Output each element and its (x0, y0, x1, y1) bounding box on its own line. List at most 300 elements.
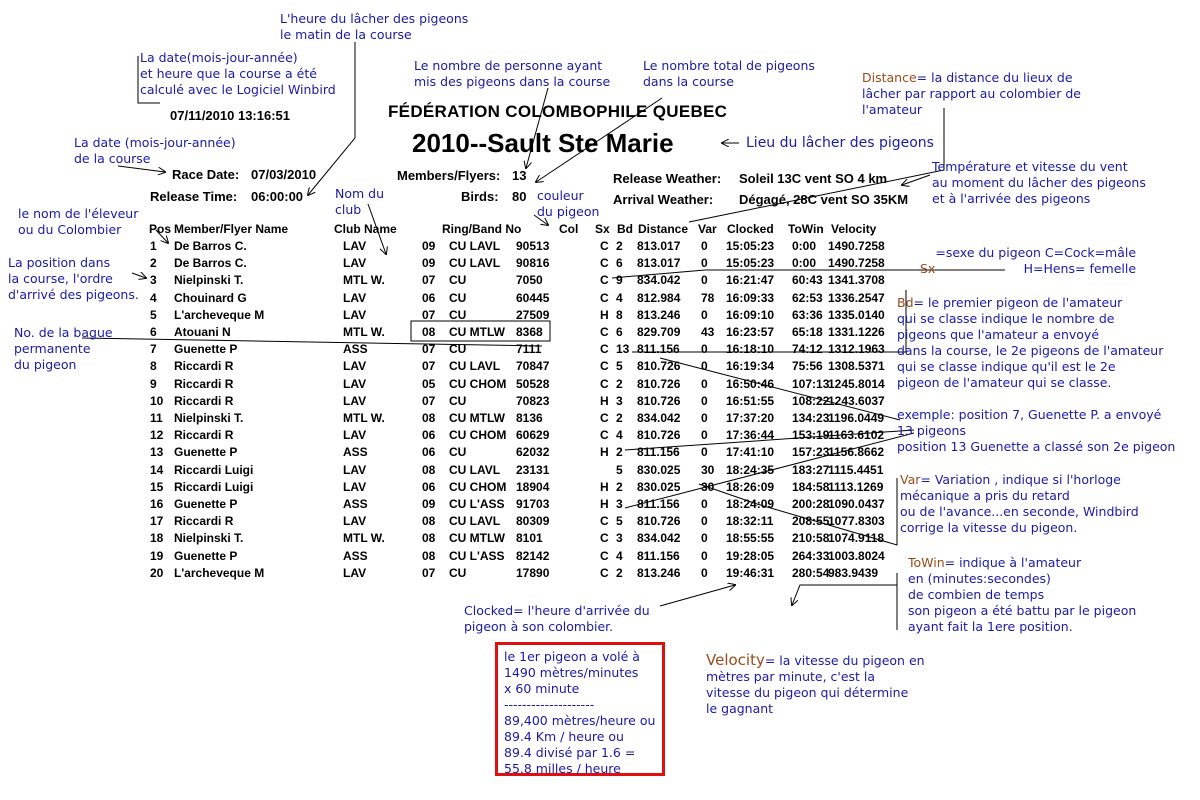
row-pos: 6 (150, 325, 157, 339)
row-sx: H (600, 307, 609, 322)
line-var (699, 484, 757, 504)
row-towin: 74:12 (792, 342, 823, 357)
row-clocked: 18:24:09 (726, 497, 775, 511)
row-towin: 62:53 (792, 290, 823, 305)
row-band-no: 8101 (516, 531, 543, 546)
row-club: ASS (343, 548, 368, 563)
row-bd: 5 (616, 514, 623, 529)
row-bd: 6 (616, 256, 623, 271)
row-distance: 811.156 (637, 445, 680, 460)
note-position: La position dans la course, l'ordre d'arrivé des pigeons. (8, 255, 139, 302)
row-distance: 829.709 (637, 325, 681, 339)
note-breeder: le nom de l'éleveur ou du Colombier (18, 206, 139, 237)
row-ring: CU MTLW (449, 325, 505, 339)
row-club: ASS (343, 445, 368, 460)
row-year: 08 (422, 325, 436, 339)
line-bd (632, 290, 906, 352)
row-band-no: 70823 (516, 393, 550, 408)
row-club: MTL W. (343, 273, 385, 288)
row-clocked: 16:18:10 (726, 342, 775, 357)
row-bd: 2 (616, 411, 623, 425)
row-ring: CU LAVL (449, 514, 501, 529)
row-clocked: 16:09:10 (726, 307, 775, 322)
row-pos: 16 (150, 497, 164, 511)
note-sx (920, 245, 1136, 277)
kw-var: Var (900, 472, 921, 487)
note-bd (897, 295, 1163, 391)
row-var: 0 (701, 428, 708, 443)
row-clocked: 18:24:35 (726, 462, 775, 477)
row-ring: CU (449, 393, 467, 408)
row-clocked: 18:32:11 (726, 514, 774, 529)
members-label: Members/Flyers: (397, 168, 501, 183)
row-velocity: 1341.3708 (828, 273, 885, 288)
row-towin: 200:28 (792, 497, 830, 511)
row-band-no: 90513 (516, 239, 550, 253)
row-name: Guenette P (174, 342, 238, 357)
row-var: 0 (701, 376, 708, 391)
row-sx: C (600, 411, 609, 425)
row-band-no: 82142 (516, 548, 550, 563)
col-clocked: Clocked (727, 222, 774, 236)
row-ring: CU LAVL (449, 462, 501, 477)
arrival-weather-value: Dégagé, 28C vent SO 35KM (739, 192, 909, 207)
row-ring: CU CHOM (449, 376, 507, 391)
row-ring: CU (449, 307, 467, 322)
row-pos: 20 (150, 565, 164, 580)
row-pos: 13 (150, 445, 164, 460)
line-example (625, 430, 914, 450)
row-club: ASS (343, 342, 368, 357)
row-bd: 5 (616, 359, 623, 374)
row-band-no: 8136 (516, 411, 543, 425)
row-band-no: 62032 (516, 445, 550, 460)
arrow-towin (792, 585, 897, 605)
row-name: L'archeveque M (174, 565, 265, 580)
row-bd: 3 (616, 497, 623, 511)
row-year: 06 (422, 290, 436, 305)
row-bd: 8 (616, 307, 623, 322)
release-weather-label: Release Weather: (613, 171, 722, 186)
row-towin: 0:00 (792, 239, 817, 253)
row-towin: 0:00 (792, 256, 817, 271)
race-date-value: 07/03/2010 (251, 167, 317, 182)
arrow-birds (536, 98, 662, 182)
row-pos: 12 (150, 428, 164, 443)
birds-label: Birds: (461, 189, 499, 204)
row-distance: 811.156 (637, 497, 680, 511)
row-band-no: 17890 (516, 565, 550, 580)
row-band-no: 27509 (516, 307, 550, 322)
row-ring: CU (449, 445, 467, 460)
row-club: LAV (343, 462, 367, 477)
arrow-distance (689, 108, 944, 222)
row-bd: 9 (616, 273, 623, 288)
note-distance-text: = la distance du lieux de lâcher par rapport au colombier de l'amateur (862, 70, 1081, 117)
row-ring: CU L'ASS (449, 548, 505, 563)
row-band-no: 80309 (516, 514, 550, 529)
kw-towin: ToWin (908, 555, 945, 570)
row-clocked: 16:23:57 (726, 325, 775, 339)
row-band-no: 70847 (516, 359, 550, 374)
note-calc-date: La date(mois-jour-année) et heure que la course a été calculé avec le Logiciel Winbird (140, 50, 336, 97)
row-club: LAV (343, 565, 367, 580)
velocity-calc-box (495, 642, 665, 776)
row-distance: 830.025 (637, 479, 681, 494)
row-club: LAV (343, 256, 367, 271)
row-band-no: 60629 (516, 428, 550, 443)
row-velocity: 1335.0140 (828, 307, 885, 322)
row-velocity: 1245.8014 (828, 376, 885, 391)
release-time-value: 06:00:00 (251, 189, 304, 204)
row-band-no: 60445 (516, 290, 550, 305)
row-velocity: 1490.7258 (828, 239, 885, 253)
row-name: Chouinard G (174, 290, 247, 305)
row-band-no: 90816 (516, 256, 550, 271)
row-velocity: 1336.2547 (828, 290, 885, 305)
row-distance: 813.246 (637, 307, 681, 322)
row-name: De Barros C. (174, 239, 247, 253)
col-col: Col (559, 222, 579, 236)
row-velocity: 983.9439 (828, 565, 879, 580)
row-distance: 813.246 (637, 565, 681, 580)
row-var: 0 (701, 548, 708, 563)
row-velocity: 1113.1269 (828, 479, 884, 494)
row-distance: 811.156 (637, 342, 680, 357)
row-name: Riccardi Luigi (174, 462, 254, 477)
row-club: LAV (343, 428, 367, 443)
row-distance: 810.726 (637, 393, 681, 408)
row-velocity: 1074.9118 (828, 531, 885, 546)
arrow-breeder (156, 230, 168, 243)
row-year: 08 (422, 411, 436, 425)
row-year: 08 (422, 514, 436, 529)
row-club: LAV (343, 290, 367, 305)
row-distance: 811.156 (637, 548, 680, 563)
row-pos: 1 (150, 239, 157, 253)
birds-value: 80 (512, 189, 527, 204)
row-band-no: 7050 (516, 273, 543, 288)
row-clocked: 16:19:34 (726, 359, 775, 374)
row-name: L'archeveque M (174, 307, 265, 322)
row-bd: 13 (616, 342, 630, 357)
note-bd-text: = le premier pigeon de l'amateur qui se classe indique le nombre de pigeons que l'amateur a envoyé dans la course, le 2e pigeons de l'amateur qui se classe indique qu'il est le 2e pigeon de l'amateur qui se classe. (897, 295, 1164, 390)
row-var: 43 (701, 325, 715, 339)
note-distance (862, 70, 1081, 118)
row-sx: H (600, 497, 609, 511)
row-clocked: 18:55:55 (726, 531, 775, 546)
row-club: LAV (343, 393, 367, 408)
row-towin: 184:58 (792, 479, 830, 494)
row-towin: 75:56 (792, 359, 823, 374)
row-pos: 2 (150, 256, 157, 271)
row-club: LAV (343, 376, 367, 391)
row-ring: CU LAVL (449, 359, 501, 374)
computed-datetime: 07/11/2010 13:16:51 (170, 108, 290, 123)
row-towin: 60:43 (792, 273, 823, 288)
note-color: couleur du pigeon (537, 188, 600, 219)
note-ring: No. de la bague permanente du pigeon (14, 325, 113, 372)
row-clocked: 19:28:05 (726, 548, 775, 563)
row-distance: 834.042 (637, 411, 681, 425)
row-ring: CU (449, 565, 467, 580)
row-ring: CU CHOM (449, 479, 507, 494)
row-clocked: 17:37:20 (726, 411, 775, 425)
note-clocked: Clocked= l'heure d'arrivée du pigeon à son colombier. (464, 603, 650, 634)
row-club: MTL W. (343, 531, 385, 546)
row-sx: C (600, 256, 609, 271)
row-sx: C (600, 531, 609, 546)
kw-bd: Bd (897, 295, 914, 310)
row-year: 09 (422, 497, 436, 511)
line-bd-2 (660, 358, 900, 420)
row-distance: 834.042 (637, 531, 681, 546)
row-sx: C (600, 359, 609, 374)
col-var: Var (698, 222, 717, 236)
row-pos: 5 (150, 307, 157, 322)
row-bd: 3 (616, 531, 623, 546)
col-distance: Distance (638, 222, 689, 236)
row-band-no: 23131 (516, 462, 550, 477)
row-towin: 65:18 (792, 325, 823, 339)
row-var: 0 (701, 531, 708, 546)
row-towin: 280:54 (792, 565, 830, 580)
row-clocked: 19:46:31 (726, 565, 775, 580)
row-ring: CU L'ASS (449, 497, 505, 511)
row-var: 0 (701, 445, 708, 460)
row-velocity: 1003.8024 (828, 548, 885, 563)
row-bd: 2 (616, 445, 623, 460)
row-distance: 830.025 (637, 462, 681, 477)
row-clocked: 15:05:23 (726, 256, 775, 271)
note-towin-text: = indique à l'amateur en (minutes:secondes) de combien de temps son pigeon a été battu par le pigeon ayant fait la 1ere position. (908, 555, 1137, 634)
row-club: LAV (343, 479, 367, 494)
row-band-no: 18904 (516, 479, 550, 494)
row-pos: 19 (150, 548, 164, 563)
row-club: MTL W. (343, 325, 385, 339)
row-pos: 18 (150, 531, 164, 546)
race-title: 2010--Sault Ste Marie (412, 128, 674, 158)
row-distance: 810.726 (637, 359, 681, 374)
row-sx: C (600, 428, 609, 443)
row-year: 05 (422, 376, 436, 391)
row-towin: 264:33 (792, 548, 830, 563)
row-name: Guenette P (174, 548, 238, 563)
velocity-calc-text: le 1er pigeon a volé à 1490 mètres/minutes x 60 minute -------------------- 89,400 mètres/heure ou 89.4 Km / heure ou 89.4 divisé par 1.6 = 55.8 milles / heure (504, 649, 656, 776)
row-name: Guenette P (174, 445, 238, 460)
row-clocked: 15:05:23 (726, 239, 775, 253)
race-date-label: Race Date: (172, 167, 240, 182)
members-value: 13 (512, 168, 527, 183)
note-race-date: La date (mois-jour-année) de la course (74, 135, 236, 166)
arrow-flyers (526, 88, 548, 168)
col-towin: ToWin (788, 222, 824, 236)
row-bd: 6 (616, 325, 623, 339)
row-bd: 4 (616, 428, 623, 443)
note-release-hour: L'heure du lâcher des pigeons le matin de la course (280, 11, 469, 42)
row-var: 30 (701, 479, 715, 494)
row-var: 0 (701, 273, 708, 288)
row-ring: CU LAVL (449, 239, 501, 253)
row-clocked: 18:26:09 (726, 479, 775, 494)
row-var: 0 (701, 256, 708, 271)
row-pos: 11 (150, 411, 163, 425)
arrow-clocked (660, 585, 735, 606)
row-towin: 210:58 (792, 531, 830, 546)
row-year: 09 (422, 256, 436, 271)
row-sx: C (600, 514, 609, 529)
note-var (900, 472, 1139, 536)
row-pos: 9 (150, 376, 157, 391)
row-year: 08 (422, 548, 436, 563)
row-sx: C (600, 548, 609, 563)
row-distance: 834.042 (637, 273, 681, 288)
row-clocked: 17:41:10 (726, 445, 775, 460)
row-distance: 813.017 (637, 256, 681, 271)
row-sx: H (600, 479, 609, 494)
row-bd: 5 (616, 462, 623, 477)
row-clocked: 16:51:55 (726, 393, 775, 408)
row-sx: H (600, 445, 609, 460)
row-band-no: 91703 (516, 497, 550, 511)
row-pos: 14 (150, 462, 164, 477)
row-bd: 4 (616, 290, 623, 305)
row-var: 0 (701, 342, 708, 357)
note-velocity (706, 652, 925, 717)
arrow-weather (902, 175, 930, 185)
row-distance: 812.984 (637, 290, 681, 305)
row-pos: 7 (150, 342, 157, 357)
row-ring: CU MTLW (449, 411, 505, 425)
col-club: Club Name (334, 222, 397, 236)
row-var: 0 (701, 411, 708, 425)
row-velocity: 1156.8662 (828, 445, 885, 460)
row-pos: 4 (150, 290, 157, 305)
row-sx: C (600, 565, 609, 580)
row-year: 06 (422, 479, 436, 494)
row-name: Riccardi R (174, 359, 234, 374)
line-ring (82, 338, 542, 346)
row-velocity: 1243.6037 (828, 393, 885, 408)
row-ring: CU (449, 290, 467, 305)
row-clocked: 16:50:46 (726, 376, 775, 391)
col-ring: Ring/Band No (442, 222, 522, 236)
row-sx: C (600, 325, 609, 339)
row-year: 07 (422, 307, 436, 322)
row-bd: 2 (616, 376, 623, 391)
row-pos: 15 (150, 479, 164, 494)
kw-sx: Sx (920, 261, 936, 276)
row-year: 09 (422, 239, 436, 253)
row-band-no: 8368 (516, 325, 543, 339)
row-name: Riccardi R (174, 514, 234, 529)
row-name: Nielpinski T. (174, 531, 244, 546)
row-var: 0 (701, 514, 708, 529)
row-clocked: 16:09:33 (726, 290, 775, 305)
row-name: Riccardi Luigi (174, 479, 254, 494)
row-clocked: 17:36:44 (726, 428, 775, 443)
row-towin: 157:23 (792, 445, 830, 460)
row-band-no: 7111 (516, 342, 542, 357)
note-velocity-text: = la vitesse du pigeon en mètres par minute, c'est la vitesse du pigeon qui détermine le gagnant (706, 653, 925, 716)
row-towin: 208:55 (792, 514, 830, 529)
row-var: 78 (701, 290, 715, 305)
row-ring: CU LAVL (449, 256, 501, 271)
row-club: LAV (343, 359, 367, 374)
note-towin (908, 555, 1136, 635)
row-bd: 2 (616, 239, 623, 253)
line-example-2 (625, 433, 914, 508)
row-name: Riccardi R (174, 393, 234, 408)
row-year: 07 (422, 273, 436, 288)
federation-name: FÉDÉRATION COLOMBOPHILE QUEBEC (388, 102, 728, 121)
row-towin: 134:23 (792, 411, 830, 425)
row-clocked: 16:21:47 (726, 273, 775, 288)
row-ring: CU (449, 342, 467, 357)
row-year: 06 (422, 445, 436, 460)
row-year: 07 (422, 393, 436, 408)
row-bd: 3 (616, 393, 623, 408)
row-name: De Barros C. (174, 256, 247, 271)
row-velocity: 1077.8303 (828, 514, 885, 529)
row-pos: 17 (150, 514, 164, 529)
row-year: 07 (422, 359, 436, 374)
row-bd: 2 (616, 479, 623, 494)
row-sx: C (600, 342, 609, 357)
row-club: LAV (343, 239, 367, 253)
row-towin: 63:36 (792, 307, 823, 322)
row-club: LAV (343, 514, 367, 529)
row-band-no: 50528 (516, 376, 550, 391)
row-velocity: 1196.0449 (828, 411, 885, 425)
row-towin: 183:27 (792, 462, 830, 477)
note-sx-text: =sexe du pigeon C=Cock=mâle H=Hens= femelle (935, 245, 1137, 276)
col-pos: Pos (149, 222, 172, 236)
row-distance: 813.017 (637, 239, 681, 253)
row-distance: 810.726 (637, 428, 681, 443)
row-var: 30 (701, 462, 715, 477)
note-example: exemple: position 7, Guenette P. a envoyé 13 pigeons position 13 Guenette a classé son 2e pigeon (897, 407, 1176, 454)
row-distance: 810.726 (637, 514, 681, 529)
kw-distance: Distance (862, 70, 917, 85)
col-member: Member/Flyer Name (174, 222, 289, 236)
row-year: 08 (422, 531, 436, 546)
note-weather: Température et vitesse du vent au moment du lâcher des pigeons et à l'arrivée des pigeons (932, 159, 1146, 206)
note-var-text: = Variation , indique si l'horloge mécanique a pris du retard ou de l'avance...en seconde, Windbird corrige la vitesse du pigeon. (900, 472, 1139, 535)
row-bd: 2 (616, 565, 623, 580)
row-velocity: 1163.6102 (828, 428, 885, 443)
row-bd: 4 (616, 548, 623, 563)
row-club: MTL W. (343, 411, 385, 425)
row-club: LAV (343, 307, 367, 322)
line-var-2 (757, 478, 897, 545)
col-bd: Bd (617, 222, 633, 236)
kw-velocity: Velocity (706, 651, 765, 669)
row-pos: 10 (150, 393, 164, 408)
row-name: Riccardi R (174, 376, 234, 391)
row-year: 06 (422, 428, 436, 443)
ring-highlight-box (411, 321, 550, 341)
row-sx: C (600, 239, 609, 253)
note-release-place: Lieu du lâcher des pigeons (746, 135, 934, 151)
row-year: 07 (422, 565, 436, 580)
row-ring: CU MTLW (449, 531, 505, 546)
col-sx: Sx (595, 222, 610, 236)
note-birds-total: Le nombre total de pigeons dans la course (643, 58, 815, 89)
release-time-label: Release Time: (150, 189, 238, 204)
row-var: 0 (701, 393, 708, 408)
row-year: 08 (422, 462, 436, 477)
